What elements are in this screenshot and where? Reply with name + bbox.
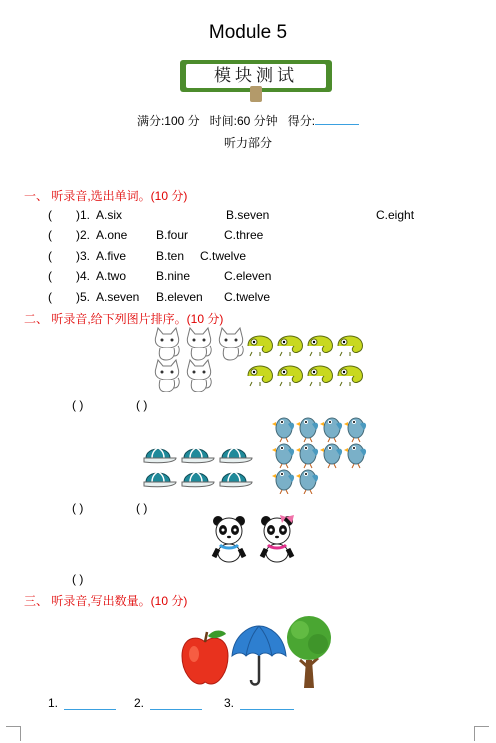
- chameleon-icon: [278, 336, 303, 356]
- cap-icon: [220, 448, 252, 463]
- cat-icon: [187, 328, 211, 360]
- answer-bracket[interactable]: (: [48, 290, 52, 304]
- chameleon-icon: [248, 366, 273, 386]
- cat-icon: [187, 360, 211, 392]
- chameleon-icon: [308, 366, 333, 386]
- chameleon-icon: [338, 336, 363, 356]
- answer-bracket[interactable]: (: [48, 269, 52, 283]
- section2-heading: 二、 听录音,给下列图片排序。(10 分): [24, 312, 224, 326]
- score-label: 得分:: [287, 114, 316, 128]
- score-blank[interactable]: [315, 114, 359, 125]
- question-number: )1.: [76, 208, 91, 222]
- chameleon-icon: [338, 366, 363, 386]
- panda-icon: [213, 516, 245, 562]
- cap-icon: [144, 472, 176, 487]
- test-banner: [180, 60, 332, 104]
- answer-blank-3[interactable]: [240, 708, 294, 710]
- answer-bracket[interactable]: (: [48, 228, 52, 242]
- cat-icon: [219, 328, 243, 360]
- parrot-icon: [320, 418, 342, 442]
- question-number: )3.: [76, 249, 91, 263]
- section3-heading: 三、 听录音,写出数量。(10 分): [24, 594, 188, 608]
- answer-paren-3[interactable]: ( ): [72, 501, 84, 515]
- cap-icon: [182, 472, 214, 487]
- option-a[interactable]: A.one: [96, 228, 128, 242]
- parrot-icon: [272, 444, 294, 468]
- answer-blank-2[interactable]: [150, 708, 202, 710]
- parrot-icon: [296, 418, 318, 442]
- option-c[interactable]: C.twelve: [200, 249, 247, 263]
- chameleon-icon: [278, 366, 303, 386]
- parrots-picture: [270, 412, 376, 494]
- corner-mark-right: [474, 726, 489, 741]
- cat-icon: [155, 360, 179, 392]
- option-a[interactable]: A.five: [96, 249, 127, 263]
- section1-heading: 一、 听录音,选出单词。(10 分): [24, 189, 188, 203]
- tree-icon: [284, 612, 334, 688]
- pandas-picture: [210, 515, 306, 565]
- banner-text: 模块测试: [186, 64, 326, 88]
- option-a[interactable]: A.seven: [96, 290, 140, 304]
- cap-icon: [220, 472, 252, 487]
- parrot-icon: [344, 444, 366, 468]
- chameleons-picture: [246, 334, 366, 392]
- option-c[interactable]: C.twelve: [224, 290, 271, 304]
- question-number: )2.: [76, 228, 91, 242]
- option-b[interactable]: B.four: [156, 228, 189, 242]
- score-info: [0, 112, 496, 129]
- parrot-icon: [320, 444, 342, 468]
- full-score: 满分:100 分: [136, 114, 200, 128]
- answer-blank-1[interactable]: [64, 708, 116, 710]
- parrot-icon: [344, 418, 366, 442]
- option-b[interactable]: B.seven: [226, 208, 270, 222]
- page-title: Module 5: [208, 22, 288, 43]
- option-c[interactable]: C.eight: [376, 208, 415, 222]
- option-b[interactable]: B.eleven: [156, 290, 203, 304]
- cap-icon: [144, 448, 176, 463]
- time-limit: 时间:60 分钟: [209, 114, 278, 128]
- corner-mark-left: [6, 726, 21, 741]
- answer-label-2: 2.: [134, 696, 145, 710]
- cats-picture: [150, 326, 246, 392]
- option-a[interactable]: A.two: [96, 269, 127, 283]
- parrot-icon: [272, 418, 294, 442]
- option-c[interactable]: C.eleven: [224, 269, 272, 283]
- question-number: )5.: [76, 290, 91, 304]
- banner-pin-icon: [250, 86, 262, 102]
- option-b[interactable]: B.nine: [156, 269, 191, 283]
- answer-paren-1[interactable]: ( ): [72, 398, 84, 412]
- answer-paren-5[interactable]: ( ): [72, 572, 84, 586]
- parrot-icon: [296, 444, 318, 468]
- listening-section-title: 听力部分: [223, 136, 272, 150]
- answer-paren-4[interactable]: ( ): [136, 501, 148, 515]
- umbrella-icon: [230, 624, 288, 688]
- answer-bracket[interactable]: (: [48, 208, 52, 222]
- question-number: )4.: [76, 269, 91, 283]
- answer-paren-2[interactable]: ( ): [136, 398, 148, 412]
- cap-icon: [182, 448, 214, 463]
- chameleon-icon: [248, 336, 273, 356]
- answer-label-3: 3.: [224, 696, 235, 710]
- parrot-icon: [296, 470, 318, 494]
- chameleon-icon: [308, 336, 333, 356]
- panda-icon: [261, 515, 294, 562]
- option-c[interactable]: C.three: [224, 228, 264, 242]
- apple-icon: [178, 628, 232, 686]
- option-b[interactable]: B.ten: [156, 249, 185, 263]
- option-a[interactable]: A.six: [96, 208, 123, 222]
- answer-label-1: 1.: [48, 696, 59, 710]
- caps-picture: [142, 440, 262, 496]
- parrot-icon: [272, 470, 294, 494]
- answer-bracket[interactable]: (: [48, 249, 52, 263]
- cat-icon: [155, 328, 179, 360]
